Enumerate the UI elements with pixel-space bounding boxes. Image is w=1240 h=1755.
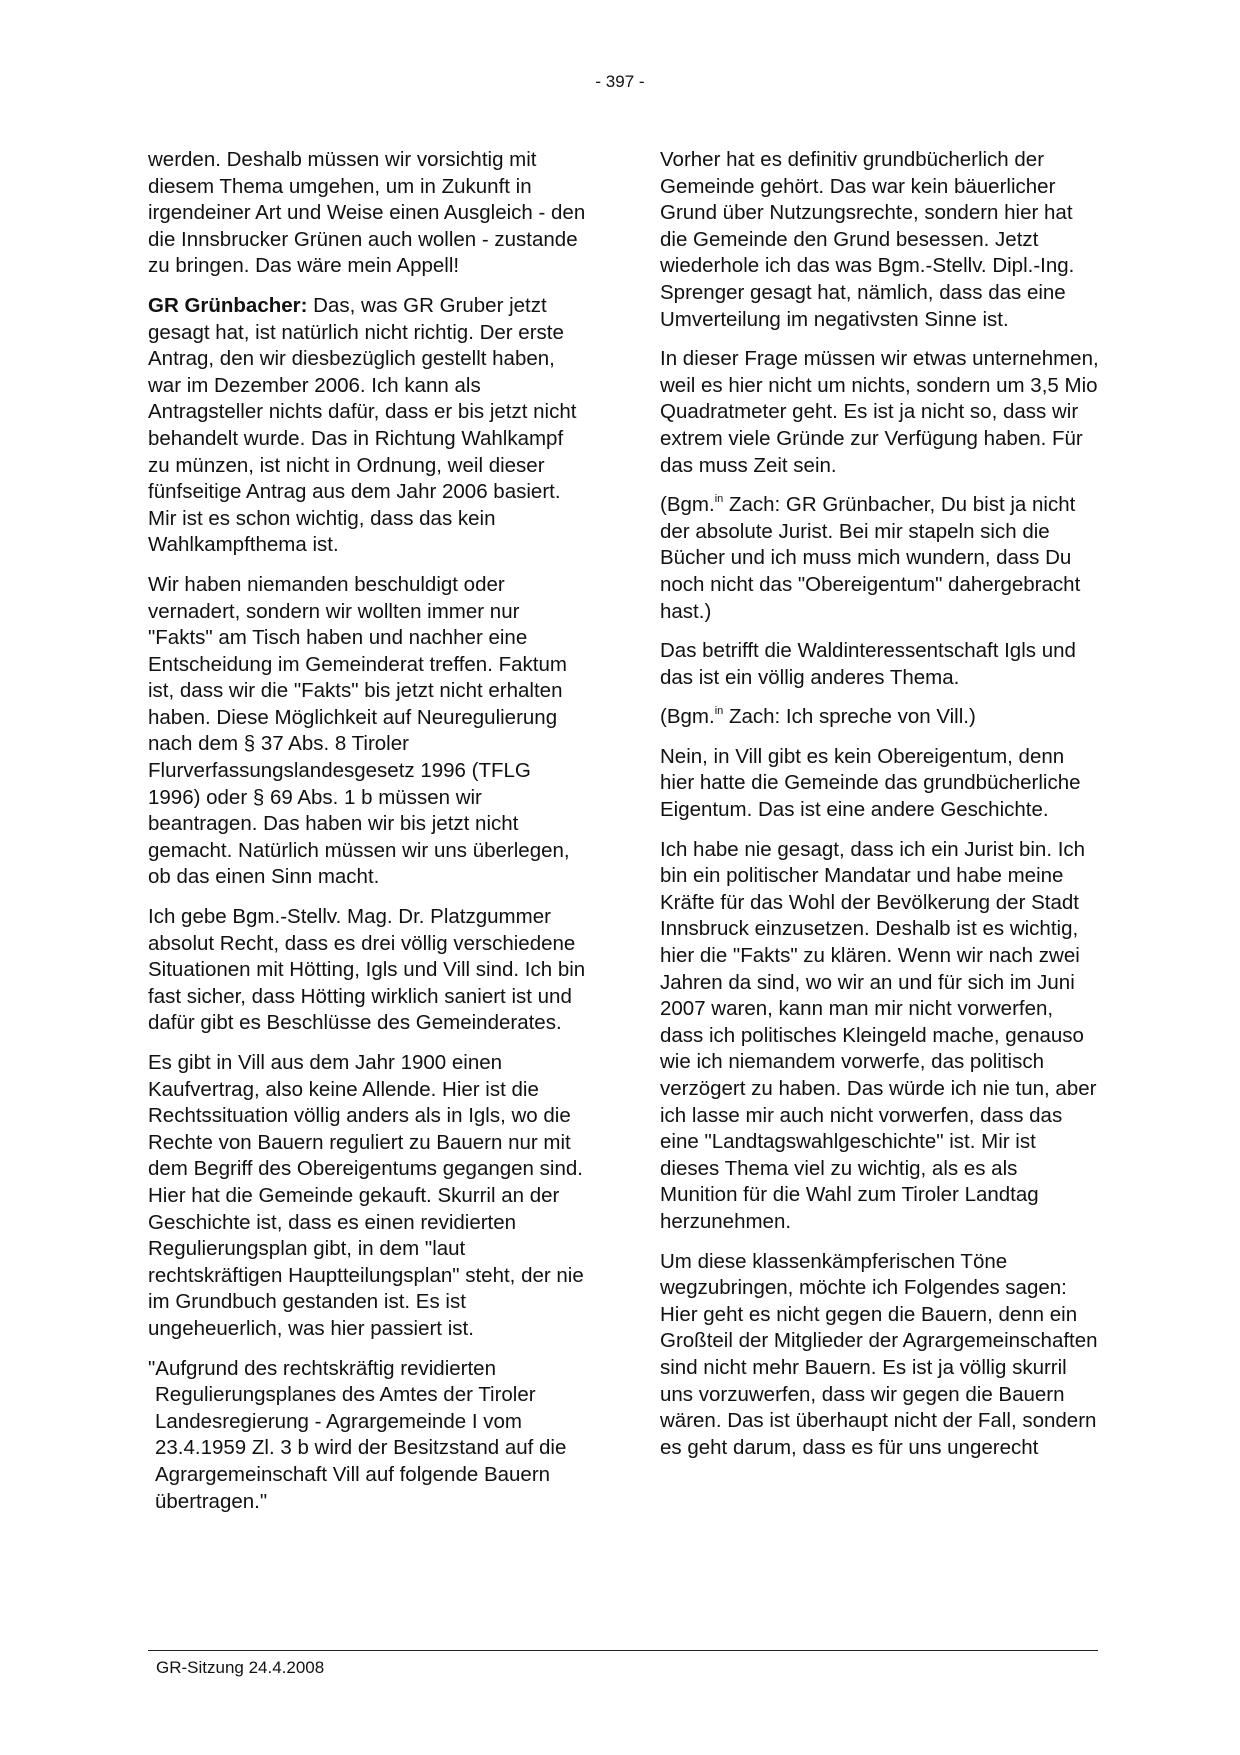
superscript: in [714, 493, 724, 506]
paragraph: Um diese klassenkämpferischen Töne wegzubringen, möchte ich Folgendes sagen: Hier geht es nicht gegen die Bauern, denn ein Großteil der Mitglieder der Agrargemeinschaften sind nicht mehr Bauern. Es ist ja völlig skurril uns vorzuwerfen, dass wir gegen die Bauern wären. Das ist überhaupt nicht der Fall, sondern es geht darum, dass es für uns ungerecht [660, 1249, 1098, 1459]
paragraph [148, 293, 588, 559]
interjection [660, 492, 1100, 625]
quote-paragraph: "Aufgrund des rechtskräftig revidierten Regulierungsplanes des Amtes der Tiroler Landesregierung - Agrargemeinde I vom 23.4.1959 Zl. 3 b wird der Besitzstand auf die Agrargemeinschaft Vill auf folgende Bauern übertragen." [148, 1356, 567, 1513]
paragraph: Wir haben niemanden beschuldigt oder vernadert, sondern wir wollten immer nur "Fakts" am Tisch haben und nachher eine Entscheidung im Gemeinderat treffen. Faktum ist, dass wir die "Fakts" bis jetzt nicht erhalten haben. Diese Möglichkeit auf Neuregulierung nach dem § 37 Abs. 8 Tiroler Flurverfassungslandesgesetz 1996 (TFLG 1996) oder § 69 Abs. 1 b müssen wir beantragen. Das haben wir bis jetzt nicht gemacht. Natürlich müssen wir uns überlegen, ob das einen Sinn macht. [148, 572, 570, 889]
speaker-name: GR Grünbacher: [148, 293, 308, 317]
paragraph: In dieser Frage müssen wir etwas unternehmen, weil es hier nicht um nichts, sondern um 3,5 Mio Quadratmeter geht. Es ist ja nicht so, dass wir extrem viele Gründe zur Verfügung haben. Für das muss Zeit sein. [660, 347, 1099, 477]
superscript: in [714, 705, 724, 718]
page-number: - 397 - [595, 72, 645, 91]
interjection-prefix: (Bgm. [660, 705, 715, 729]
paragraph: Ich habe nie gesagt, dass ich ein Jurist bin. Ich bin ein politischer Mandatar und habe meine Kräfte für das Wohl der Bevölkerung der Stadt Innsbruck einzusetzen. Deshalb ist es wichtig, hier die "Fakts" zu klären. Wenn wir nach zwei Jahren da sind, wo wir an und für sich im Juni 2007 waren, kann man mir nicht vorwerfen, dass ich politisches Kleingeld mache, genauso wie ich niemandem vorwerfe, das politisch verzögert zu haben. Das würde ich nie tun, aber ich lasse mir auch nicht vorwerfen, dass das eine "Landtagswahlgeschichte" ist. Mir ist dieses Thema viel zu wichtig, als es als Munition für die Wahl zum Tiroler Landtag herzunehmen. [660, 837, 1097, 1233]
interjection-prefix: (Bgm. [660, 493, 715, 517]
interjection-text: Zach: Ich spreche von Vill.) [723, 705, 976, 729]
left-column [148, 147, 588, 1528]
right-column [660, 147, 1100, 1474]
paragraph: Ich gebe Bgm.-Stellv. Mag. Dr. Platzgummer absolut Recht, dass es drei völlig verschiedene Situationen mit Hötting, Igls und Vill sind. Ich bin fast sicher, dass Hötting wirklich saniert ist und dafür gibt es Beschlüsse des Gemeinderates. [148, 905, 586, 1035]
paragraph: Vorher hat es definitiv grundbücherlich der Gemeinde gehört. Das war kein bäuerlicher Grund über Nutzungsrechte, sondern hier hat die Gemeinde den Grund besessen. Jetzt wiederhole ich das was Bgm.-Stellv. Dipl.-Ing. Sprenger gesagt hat, nämlich, dass das eine Umverteilung im negativsten Sinne ist. [660, 148, 1075, 331]
footer-text: GR-Sitzung 24.4.2008 [156, 1658, 325, 1677]
paragraph: Es gibt in Vill aus dem Jahr 1900 einen Kaufvertrag, also keine Allende. Hier ist die Rechtssituation völlig anders als in Igls, wo die Rechte von Bauern reguliert zu Bauern nur mit dem Begriff des Obereigentums gegangen sind. Hier hat die Gemeinde gekauft. Skurril an der Geschichte ist, dass es einen revidierten Regulierungsplan gibt, in dem "laut rechtskräftigen Hauptteilungsplan" steht, der nie im Grundbuch gestanden ist. Es ist ungeheuerlich, was hier passiert ist. [148, 1051, 584, 1340]
paragraph: werden. Deshalb müssen wir vorsichtig mit diesem Thema umgehen, um in Zukunft in irgendeiner Art und Weise einen Ausgleich - den die Innsbrucker Grünen auch wollen - zustande zu bringen. Das wäre mein Appell! [148, 148, 586, 278]
interjection [660, 704, 1100, 731]
paragraph: Nein, in Vill gibt es kein Obereigentum, denn hier hatte die Gemeinde das grundbücherliche Eigentum. Das ist eine andere Geschichte. [660, 744, 1081, 822]
paragraph: Das betrifft die Waldinteressentschaft Igls und das ist ein völlig anderes Thema. [660, 639, 1076, 689]
paragraph-text: Das, was GR Gruber jetzt gesagt hat, ist natürlich nicht richtig. Der erste Antrag, den wir diesbezüglich gestellt haben, war im Dezember 2006. Ich kann als Antragsteller nichts dafür, dass er bis jetzt nicht behandelt wurde. Das in Richtung Wahlkampf zu münzen, ist nicht in Ordnung, weil dieser fünfseitige Antrag aus dem Jahr 2006 basiert. Mir ist es schon wichtig, dass das kein Wahlkampfthema ist. [148, 293, 577, 557]
footer-divider [148, 1650, 1098, 1651]
interjection-text: Zach: GR Grünbacher, Du bist ja nicht der absolute Jurist. Bei mir stapeln sich die Bücher und ich muss mich wundern, dass Du noch nicht das "Obereigentum" dahergebracht hast.) [660, 493, 1081, 623]
